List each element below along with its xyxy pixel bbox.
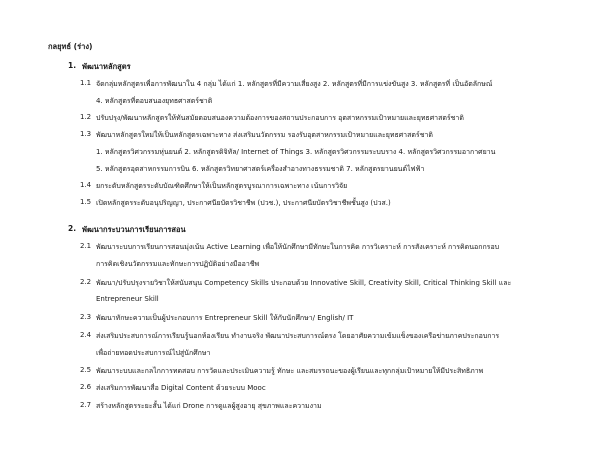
item-number: 2.6 (80, 383, 92, 391)
item-text-line: เปิดหลักสูตรระดับอนุปริญญา, ประกาศนียบัตรวิชาชีพ (ปวช.), ประกาศนียบัตรวิชาชีพชั้นสูง (ปวส.) (96, 199, 391, 207)
item-number: 2.7 (80, 401, 92, 409)
item-number: 1.2 (80, 113, 92, 121)
section-title: พัฒนากระบวนการเรียนการสอน (82, 225, 186, 234)
item-text-line: 4. หลักสูตรที่ตอบสนองยุทธศาสตร์ชาติ (96, 97, 213, 105)
item-text-line: ส่งเสริมประสบการณ์การเรียนรู้นอกห้องเรียน ทำงานจริง พัฒนาประสบการณ์ตรง โดยอาศัยความเข้มแข็งของเครือข่ายภาคประกอบการ (96, 332, 500, 340)
item-text-line: พัฒนา/ปรับปรุงรายวิชาให้สนับสนุน Competency Skills ประกอบด้วย Innovative Skill, Creativity Skill, Critical Thinking Skill และ (96, 279, 512, 287)
item-number: 2.2 (80, 278, 92, 286)
section-number: 2. (68, 224, 77, 233)
item-number: 2.1 (80, 242, 92, 250)
item-text-line: เพื่อถ่ายทอดประสบการณ์ไปสู่นักศึกษา (96, 349, 211, 357)
item-text-line: Entrepreneur Skill (96, 295, 159, 303)
item-text-line: การคิดเชิงนวัตกรรมและทักษะการปฏิบัติอย่างมืออาชีพ (96, 260, 260, 268)
item-text-line: 1. หลักสูตรวิศวกรรมหุ่นยนต์ 2. หลักสูตรดิจิทัล/ Internet of Things 3. หลักสูตรวิศวกรรมระบบราง 4. หลักสูตรวิศวกรรมอากาศยาน (96, 148, 496, 156)
item-text-line: สร้างหลักสูตรระยะสั้น ได้แก่ Drone การดูแลผู้สูงอายุ สุขภาพและความงาม (96, 402, 322, 410)
item-number: 1.4 (80, 181, 92, 189)
item-text-line: จัดกลุ่มหลักสูตรเพื่อการพัฒนาใน 4 กลุ่ม ได้แก่ 1. หลักสูตรที่มีความเสี่ยงสูง 2. หลักสูตรที่มีการแข่งขันสูง 3. หลักสูตรที่ เป็นอัตลักษณ์ (96, 80, 493, 88)
item-number: 1.1 (80, 79, 92, 87)
section-title: พัฒนาหลักสูตร (82, 62, 131, 71)
item-text-line: ปรับปรุง/พัฒนาหลักสูตรให้ทันสมัยตอบสนองความต้องการของสถานประกอบการ อุตสาหกรรมเป้าหมายและยุทธศาสตร์ชาติ (96, 114, 464, 122)
item-number: 2.4 (80, 331, 92, 339)
item-text-line: พัฒนาระบบและกลไกการทดสอบ การวัดและประเมินความรู้ ทักษะ และสมรรถนะของผู้เรียนและทุกกลุ่มเป้าหมายให้มีประสิทธิภาพ (96, 367, 484, 375)
item-text-line: พัฒนาหลักสูตรใหม่ให้เป็นหลักสูตรเฉพาะทาง ส่งเสริมนวัตกรรม รองรับอุตสาหกรรมเป้าหมายและยุทธศาสตร์ชาติ (96, 131, 433, 139)
item-text-line: ส่งเสริมการพัฒนาสื่อ Digital Content ด้วยระบบ Mooc (96, 384, 266, 392)
item-text-line: 5. หลักสูตรอุตสาหกรรมการบิน 6. หลักสูตรวิทยาศาสตร์เครื่องสำอางทางธรรมชาติ 7. หลักสูตรยานยนต์ไฟฟ้า (96, 165, 425, 173)
item-text-line: พัฒนาระบบการเรียนการสอนมุ่งเน้น Active Learning เพื่อให้นักศึกษามีทักษะในการคิด การวิเคราะห์ การสังเคราะห์ การคิดนอกกรอบ (96, 243, 500, 251)
item-text-line: พัฒนาทักษะความเป็นผู้ประกอบการ Entrepreneur Skill ให้กับนักศึกษา/ English/ IT (96, 314, 354, 322)
item-text-line: ยกระดับหลักสูตรระดับบัณฑิตศึกษาให้เป็นหลักสูตรบูรณาการเฉพาะทาง เน้นการวิจัย (96, 182, 348, 190)
item-number: 2.5 (80, 366, 92, 374)
page-title: กลยุทธ์ (ร่าง) (48, 42, 93, 51)
item-number: 1.5 (80, 198, 92, 206)
item-number: 1.3 (80, 130, 92, 138)
section-number: 1. (68, 61, 77, 70)
item-number: 2.3 (80, 313, 92, 321)
